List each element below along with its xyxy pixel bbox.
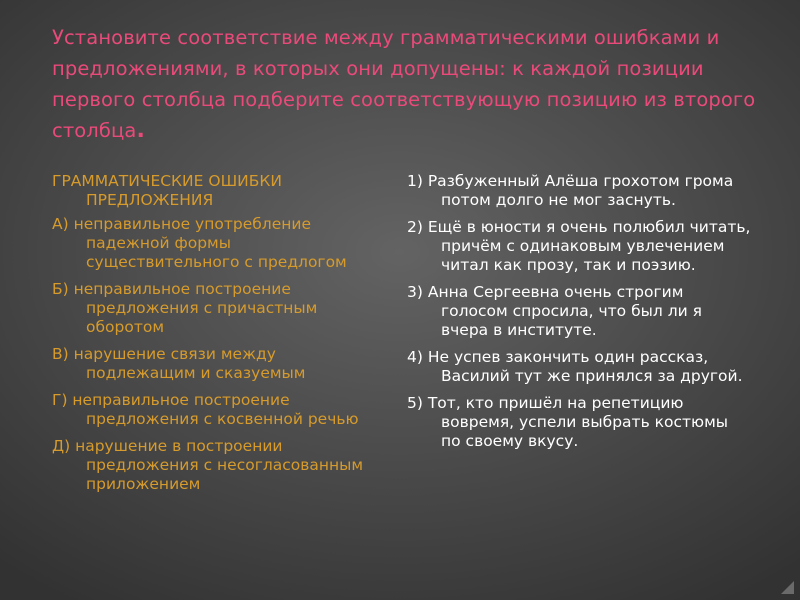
- slide-title-text: Установите соответствие между грамматическими ошибками и предложениями, в которых они допущены: к каждой позиции первого столбца подберите соответствующую позицию из второго столбца: [52, 26, 756, 142]
- sentence-item-5: 5) Тот, кто пришёл на репетицию вовремя, успели выбрать костюмы по своему вкусу.: [407, 394, 729, 450]
- slide-title-period: .: [136, 118, 145, 143]
- errors-column-heading: ГРАММАТИЧЕСКИЕ ОШИБКИ ПРЕДЛОЖЕНИЯ: [52, 172, 282, 209]
- sentence-item-4: 4) Не успев закончить один рассказ, Василий тут же принялся за другой.: [407, 348, 743, 385]
- error-item-a: А) неправильное употребление падежной формы существительного с предлогом: [52, 215, 347, 271]
- sentence-item-3: 3) Анна Сергеевна очень строгим голосом спросила, что был ли я вчера в институте.: [407, 283, 702, 339]
- error-item-g: Г) неправильное построение предложения с косвенной речью: [52, 391, 359, 428]
- error-item-b: Б) неправильное построение предложения с причастным оборотом: [52, 280, 318, 336]
- sentence-item-1: 1) Разбуженный Алёша грохотом грома потом долго не мог заснуть.: [407, 172, 734, 209]
- error-item-d: Д) нарушение в построении предложения с несогласованным приложением: [52, 437, 364, 493]
- next-slide-arrow-icon[interactable]: [781, 581, 794, 594]
- sentence-item-2: 2) Ещё в юности я очень полюбил читать, причём с одинаковым увлечением читал как прозу, так и поэзию.: [407, 218, 751, 274]
- slide-title: [52, 22, 762, 146]
- error-item-v: В) нарушение связи между подлежащим и сказуемым: [52, 345, 306, 382]
- errors-column: [52, 172, 377, 502]
- sentences-column: [407, 172, 752, 459]
